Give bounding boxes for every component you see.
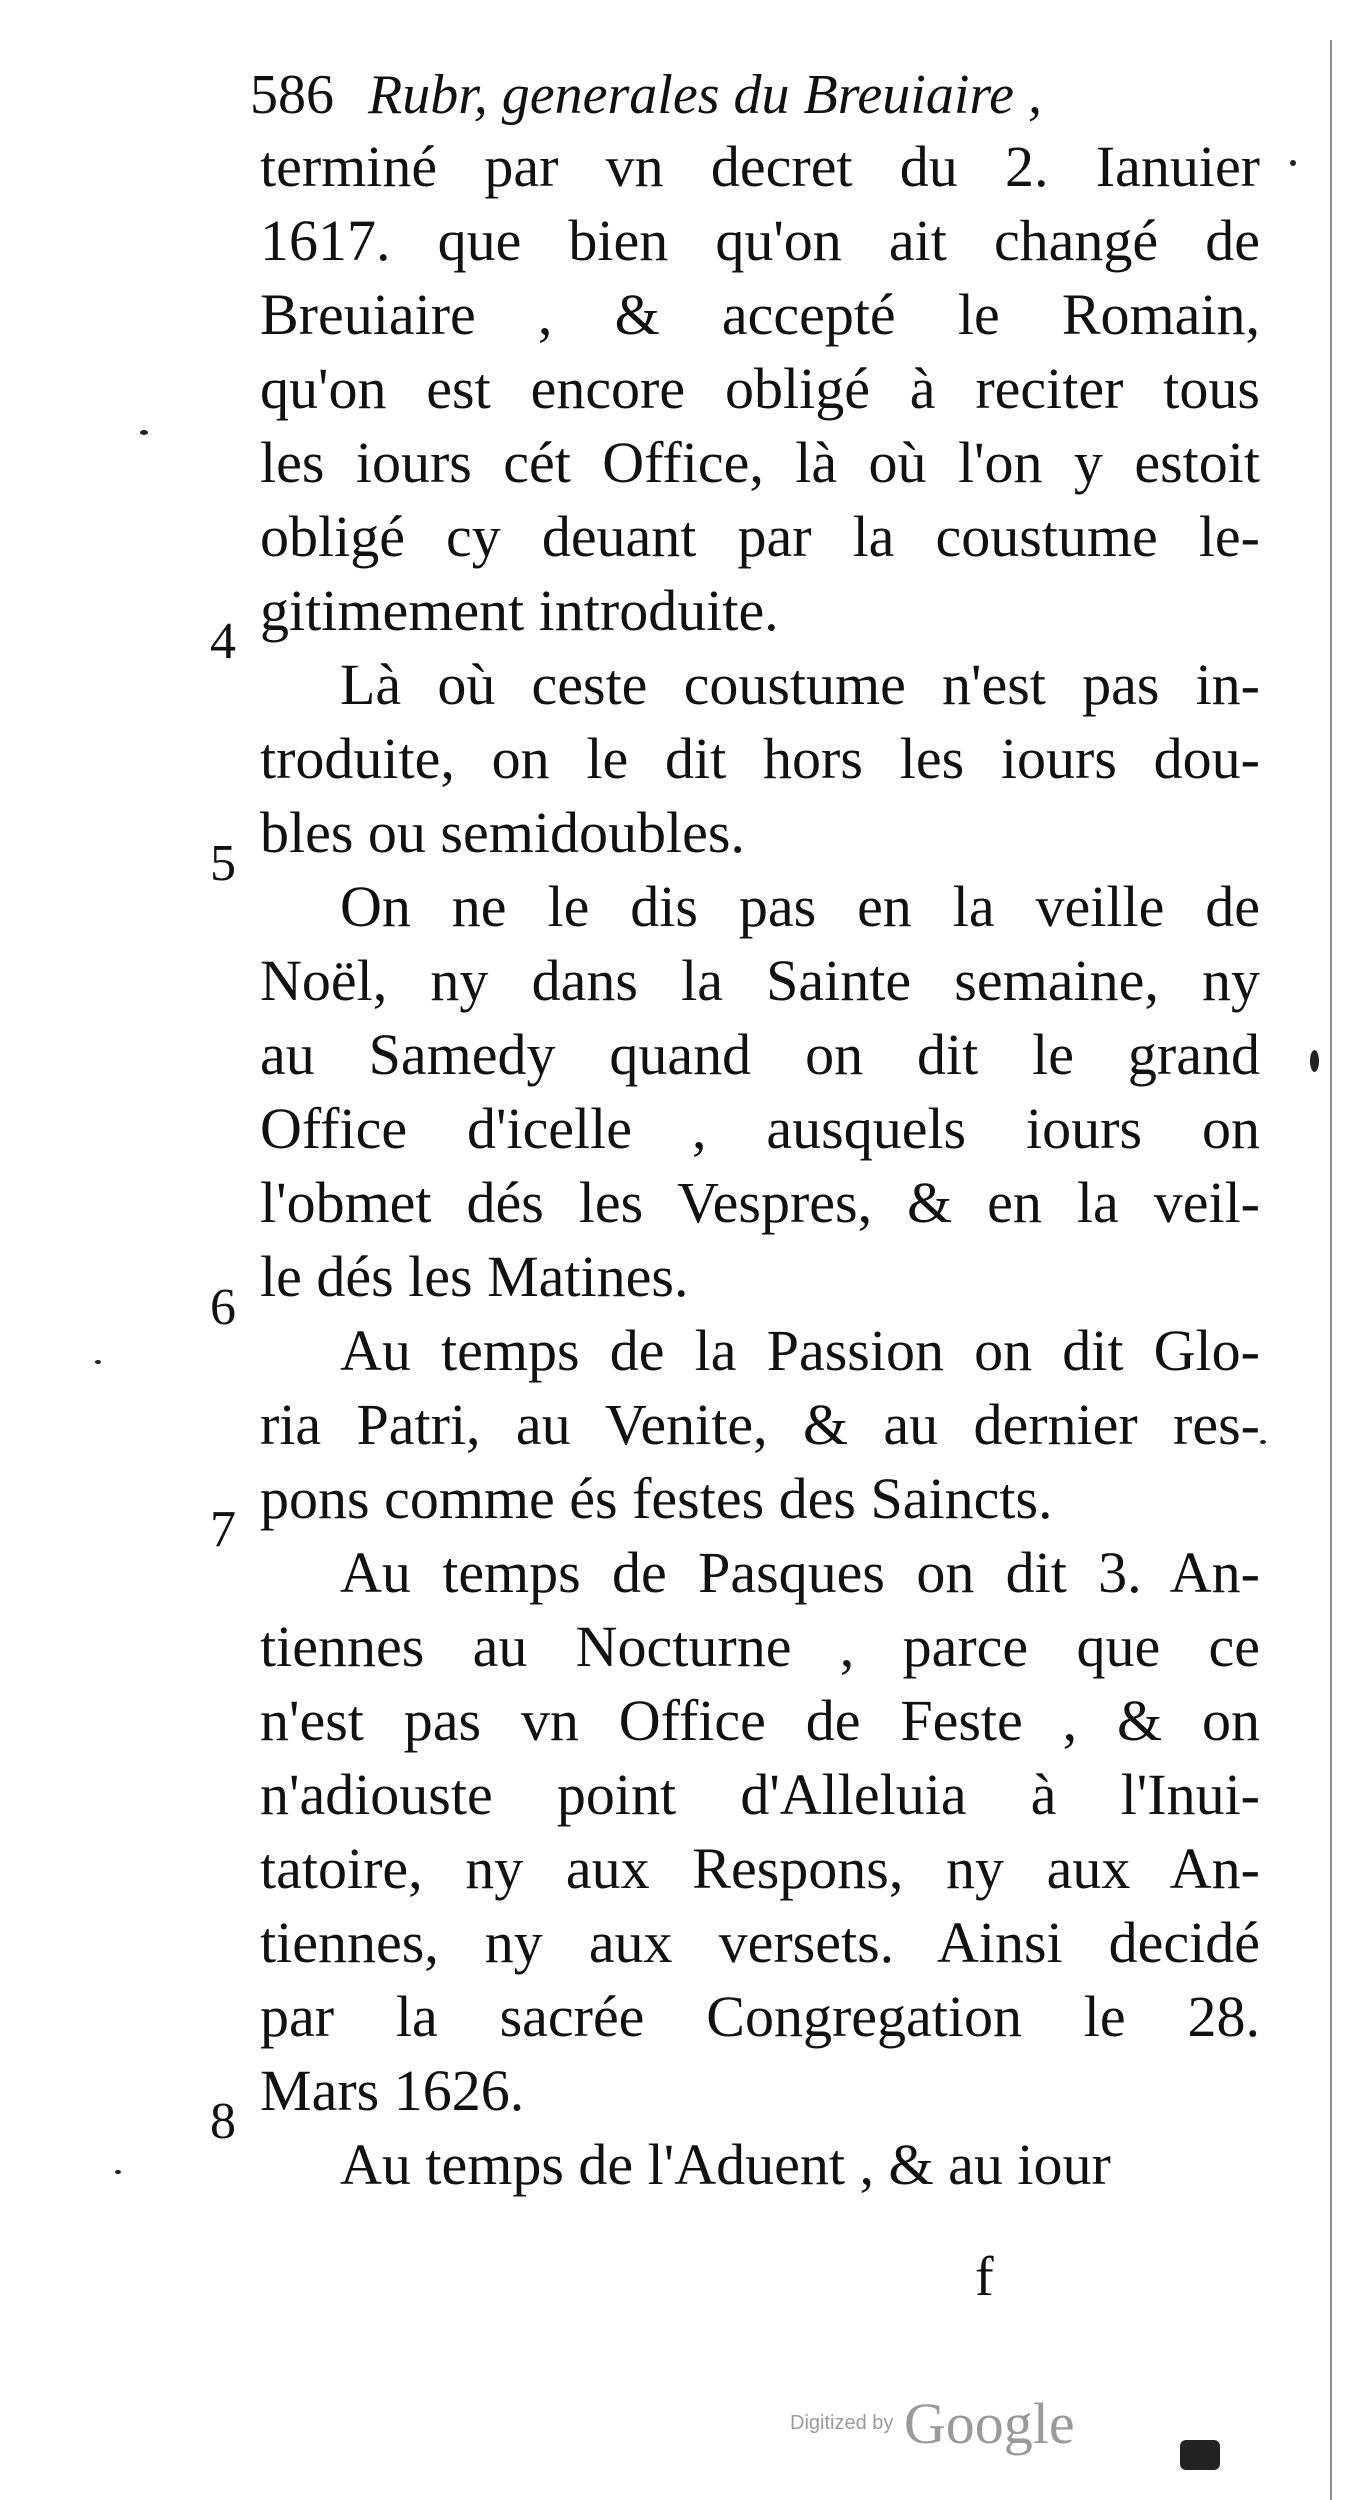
text-line: pons comme és festes des Saincts.: [260, 1466, 1053, 1531]
text-line: obligé cy deuant par la coustume le-: [260, 504, 1260, 569]
scan-speck: [115, 2170, 121, 2174]
text-line: ria Patri, au Venite, & au dernier res-: [260, 1392, 1260, 1457]
scan-speck: [140, 430, 148, 435]
running-head: Rubr, generales du Breuiaire ,: [368, 64, 1042, 126]
page-number: 586: [250, 64, 334, 126]
paragraph-number: 7: [210, 1501, 236, 1558]
text-line: Au temps de Pasques on dit 3. An-: [340, 1540, 1260, 1605]
paragraph-number: 5: [210, 835, 236, 892]
body-text: [200, 130, 1260, 2202]
text-line: On ne le dis pas en la veille de: [340, 874, 1260, 939]
text-line: par la sacrée Congregation le 28.: [260, 1984, 1260, 2049]
text-line: le dés les Matines.: [260, 1244, 689, 1309]
watermark-prefix: Digitized by: [790, 2412, 894, 2434]
scan-speck: [1180, 2440, 1220, 2470]
text-line: Au temps de la Passion on dit Glo-: [340, 1318, 1260, 1383]
scan-speck: [1290, 160, 1296, 166]
text-line: l'obmet dés les Vespres, & en la veil-: [260, 1170, 1260, 1235]
text-line: au Samedy quand on dit le grand: [260, 1022, 1260, 1087]
text-line: n'est pas vn Office de Feste , & on: [260, 1688, 1260, 1753]
text-line: terminé par vn decret du 2. Ianuier: [260, 134, 1260, 199]
google-logo: Google: [903, 2391, 1075, 2456]
scan-speck: [95, 1360, 101, 1364]
paragraph-number: 6: [210, 1279, 236, 1336]
text-line: tiennes, ny aux versets. Ainsi decidé: [260, 1910, 1260, 1975]
text-line: Là où ceste coustume n'est pas in-: [340, 652, 1260, 717]
text-line: Breuiaire , & accepté le Romain,: [260, 282, 1260, 347]
text-line: qu'on est encore obligé à reciter tous: [260, 356, 1260, 421]
digitization-watermark: [790, 2390, 1075, 2457]
text-line: Au temps de l'Aduent , & au iour: [340, 2132, 1111, 2197]
text-line: troduite, on le dit hors les iours dou-: [260, 726, 1260, 791]
text-line: n'adiouste point d'Alleluia à l'Inui-: [260, 1762, 1260, 1827]
text-line: Noël, ny dans la Sainte semaine, ny: [260, 948, 1260, 1013]
page-edge-line: [1330, 40, 1332, 2500]
text-line: bles ou semidoubles.: [260, 800, 745, 865]
text-line: 1617. que bien qu'on ait changé de: [260, 208, 1260, 273]
scan-speck: [1310, 1050, 1319, 1072]
catchword: f: [975, 2246, 994, 2308]
text-line: gitimement introduite.: [260, 578, 779, 643]
text-line: tiennes au Nocturne , parce que ce: [260, 1614, 1260, 1679]
text-line: Mars 1626.: [260, 2058, 525, 2123]
paragraph-number: 4: [210, 613, 236, 670]
text-line: Office d'icelle , ausquels iours on: [260, 1096, 1260, 1161]
paragraph-number: 8: [210, 2093, 236, 2150]
text-line: tatoire, ny aux Respons, ny aux An-: [260, 1836, 1260, 1901]
page-header: [250, 60, 1250, 130]
text-line: les iours cét Office, là où l'on y estoit: [260, 430, 1260, 495]
scan-speck: [1260, 1440, 1266, 1444]
